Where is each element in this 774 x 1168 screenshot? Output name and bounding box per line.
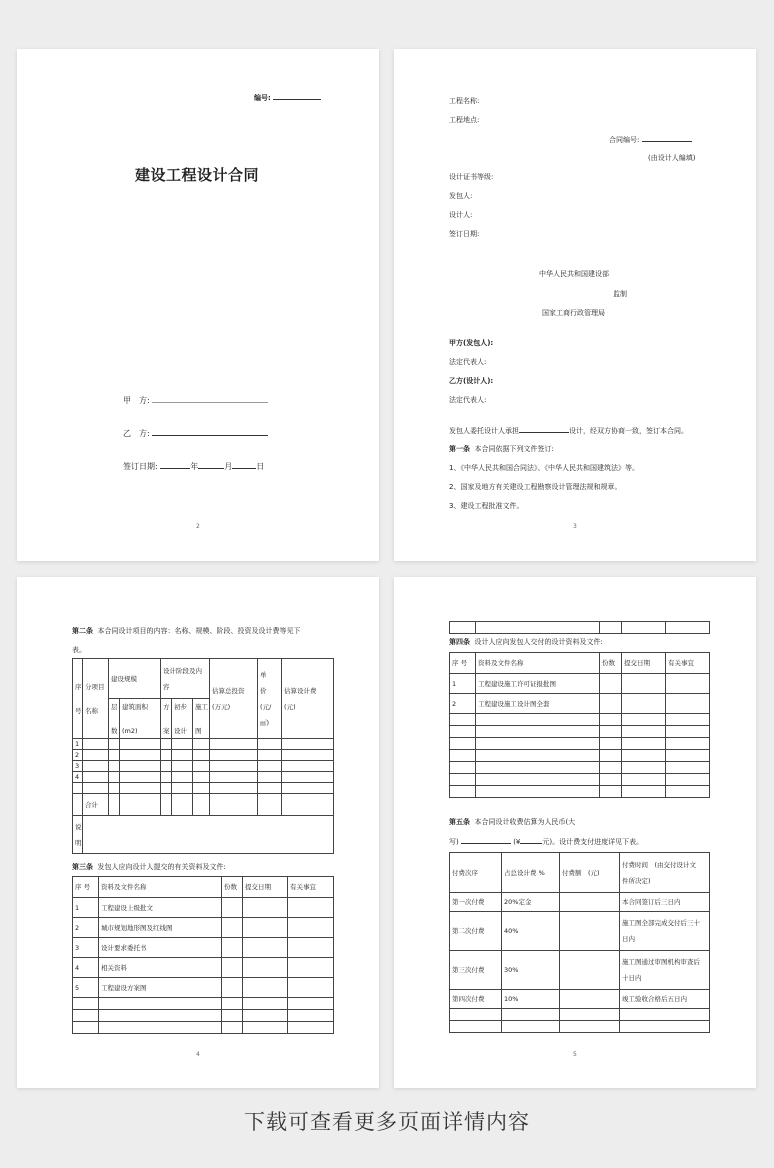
page-number: 2 (196, 523, 200, 530)
table-row: 3 (73, 761, 334, 772)
floors-header: 层 数 (109, 699, 120, 739)
article-5-amount-line (449, 837, 643, 847)
note-row (73, 816, 334, 854)
contract-number-field (254, 93, 321, 103)
article-1-text: 本合同依据下列文件签订: (474, 445, 554, 453)
col-notes: 有关事宜 (288, 877, 334, 898)
table-row (450, 738, 710, 750)
invest-header: 估算总投资 (万元) (210, 659, 258, 739)
party-a-label: 甲 方: (123, 396, 150, 405)
employer-label: 发包人: (449, 192, 473, 200)
contract-no-field (609, 135, 692, 145)
col-name: 资料及文件名称 (99, 877, 222, 898)
intro-blank (519, 426, 569, 433)
party-b-heading: 乙方(设计人): (449, 377, 494, 385)
article-2-text: 本合同设计项目的内容：名称、规模、阶段、投资及设计费等见下 (97, 627, 301, 635)
note-label: 说 明 (73, 816, 83, 854)
party-a-blank (152, 396, 268, 403)
table-row: 第四次付费 10% 竣工验收合格后五日内 (450, 990, 710, 1009)
col-order: 付费次序 (450, 853, 502, 893)
page-number: 4 (196, 1051, 200, 1058)
table-row: 2 (73, 750, 334, 761)
legal-rep-a-label: 法定代表人: (449, 358, 487, 366)
table-row: 1 (73, 739, 334, 750)
table-row: 第三次付费 30% 施工图通过审图机构审查后 十日内 (450, 951, 710, 990)
col-name: 资料及文件名称 (476, 653, 600, 674)
article-4 (449, 638, 603, 647)
article-1-item-3: 3、建设工程批准文件。 (449, 502, 524, 510)
table-row (73, 783, 334, 794)
day-blank (232, 462, 256, 469)
table-row (73, 1010, 334, 1022)
project-content-table (72, 658, 334, 854)
contract-page-cover (17, 49, 379, 561)
sign-date-label: 签订日期: (449, 230, 480, 238)
contract-number-blank (273, 93, 321, 100)
year-label: 年 (190, 462, 199, 471)
contract-page-articles-4-5 (394, 577, 756, 1088)
project-name-label: 工程名称: (449, 97, 480, 105)
day-label: 日 (256, 462, 265, 471)
table-row: 1 工程建设上级批文 (73, 898, 334, 918)
table-row (450, 786, 710, 798)
table-row (450, 762, 710, 774)
month-label: 月 (224, 462, 233, 471)
intro-text-2: 设计，经双方协商一致，签订本合同。 (569, 427, 688, 435)
designer-label: 设计人: (449, 211, 473, 219)
intro-text-1: 发包人委托设计人承担 (449, 427, 519, 435)
table-row (450, 714, 710, 726)
table-row: 1 工程建设施工许可证报批图 (450, 674, 710, 694)
article-4-heading: 第四条 (449, 638, 470, 646)
unit-price-header: 单 价 (元/ ㎡) (258, 659, 282, 739)
col-notes: 有关事宜 (666, 653, 710, 674)
article-3-heading: 第三条 (72, 863, 93, 871)
designer-deliverables-table (449, 652, 710, 798)
prelim-header: 初步 设计 (172, 699, 193, 739)
table-row (73, 998, 334, 1010)
signing-date-label: 签订日期: (123, 462, 158, 471)
amount-yuan-label: (¥ (513, 838, 521, 846)
article-5 (449, 818, 575, 827)
article-1-item-1: 1、《中华人民共和国合同法》、《中华人民共和国建筑法》等。 (449, 464, 639, 472)
page-number: 3 (573, 523, 577, 530)
col-seq: 序 号 (450, 653, 476, 674)
signing-date-line (123, 461, 264, 472)
bureau-text: 国家工商行政管理局 (542, 309, 605, 317)
col-date: 提交日期 (622, 653, 666, 674)
article-3-text: 发包人应向设计人提交的有关资料及文件: (97, 863, 226, 871)
table-row (450, 750, 710, 762)
table-row (450, 774, 710, 786)
article-3 (72, 863, 226, 872)
article-1-item-2: 2、国家及地方有关建设工程勘察设计管理法规和规章。 (449, 483, 622, 491)
article-2 (72, 627, 300, 636)
party-a-line (123, 395, 268, 406)
cert-level-label: 设计证书等级: (449, 173, 494, 181)
payment-schedule-table (449, 852, 710, 1033)
plan-header: 方 案 (161, 699, 172, 739)
page-number: 5 (573, 1051, 577, 1058)
contract-no-label: 合同编号: (609, 136, 640, 144)
month-blank (198, 462, 224, 469)
project-location-label: 工程地点: (449, 116, 480, 124)
party-a-heading: 甲方(发包人): (449, 339, 494, 347)
table-row: 2 工程建设施工设计图全套 (450, 694, 710, 714)
contract-no-blank (642, 135, 692, 142)
year-blank (160, 462, 190, 469)
table-row: 第二次付费 40% 施工图全部完成交付后三十 日内 (450, 912, 710, 951)
constr-header: 施工 图 (193, 699, 210, 739)
article-4-text: 设计人应向发包人交付的设计资料及文件: (474, 638, 603, 646)
col-copies: 份数 (222, 877, 243, 898)
col-copies: 份数 (600, 653, 622, 674)
amount-capital-blank (461, 837, 511, 844)
contract-title: 建设工程设计合同 (135, 166, 260, 184)
fee-header: 估算设计费 (元) (282, 659, 334, 739)
area-header: 建筑面积 (m2) (120, 699, 161, 739)
contract-number-label: 编号: (254, 94, 271, 102)
table-row (450, 726, 710, 738)
article-5-text: 本合同设计收费估算为人民币(大 (474, 818, 576, 826)
col-percent: 占总设计费 % (502, 853, 560, 893)
article-2-heading: 第二条 (72, 627, 93, 635)
supervise-text: 监制 (613, 290, 627, 298)
scale-header: 建设规模 (109, 659, 161, 699)
col-seq: 序 号 (73, 877, 99, 898)
table-row: 5 工程建设方案图 (73, 978, 334, 998)
amount-yuan-blank (520, 837, 542, 844)
legal-rep-b-label: 法定代表人: (449, 396, 487, 404)
stage-header: 设计阶段及内 容 (161, 659, 210, 699)
contract-page-articles-2-3 (17, 577, 379, 1088)
article-5-heading: 第五条 (449, 818, 470, 826)
continued-table-fragment (449, 621, 710, 634)
table-row (450, 1021, 710, 1033)
table-row: 4 相关资料 (73, 958, 334, 978)
article-1-heading: 第一条 (449, 445, 470, 453)
col-time: 付费时间 (由交付设计文 件所决定) (620, 853, 710, 893)
seq-header: 序 号 (73, 659, 83, 739)
contract-no-note: (由设计人编填) (648, 154, 696, 162)
table-row (450, 1009, 710, 1021)
table-row: 第一次付费 20%定金 本合同签订后三日内 (450, 893, 710, 912)
article-1 (449, 445, 554, 454)
article-2-text-cont: 表。 (72, 646, 86, 654)
col-amount: 付费额 (元) (560, 853, 620, 893)
total-label: 合计 (83, 794, 109, 816)
total-row (73, 794, 334, 816)
table-row (73, 1022, 334, 1034)
party-b-line (123, 428, 268, 439)
amount-note: 元)。设计费支付进度详见下表。 (542, 838, 644, 846)
party-b-blank (152, 429, 268, 436)
intro-paragraph (449, 426, 688, 436)
amount-capital-label: 写) (449, 838, 459, 846)
sub-item-header: 分项目 名称 (83, 659, 109, 739)
ministry-text: 中华人民共和国建设部 (539, 270, 609, 278)
col-date: 提交日期 (243, 877, 288, 898)
contract-page-info (394, 49, 756, 561)
table-row: 2 城市规划地形图及红线图 (73, 918, 334, 938)
download-prompt[interactable]: 下载可查看更多页面详情内容 (244, 1110, 530, 1134)
table-row: 3 设计要求委托书 (73, 938, 334, 958)
table-row: 4 (73, 772, 334, 783)
party-b-label: 乙 方: (123, 429, 150, 438)
employer-documents-table (72, 876, 334, 1034)
